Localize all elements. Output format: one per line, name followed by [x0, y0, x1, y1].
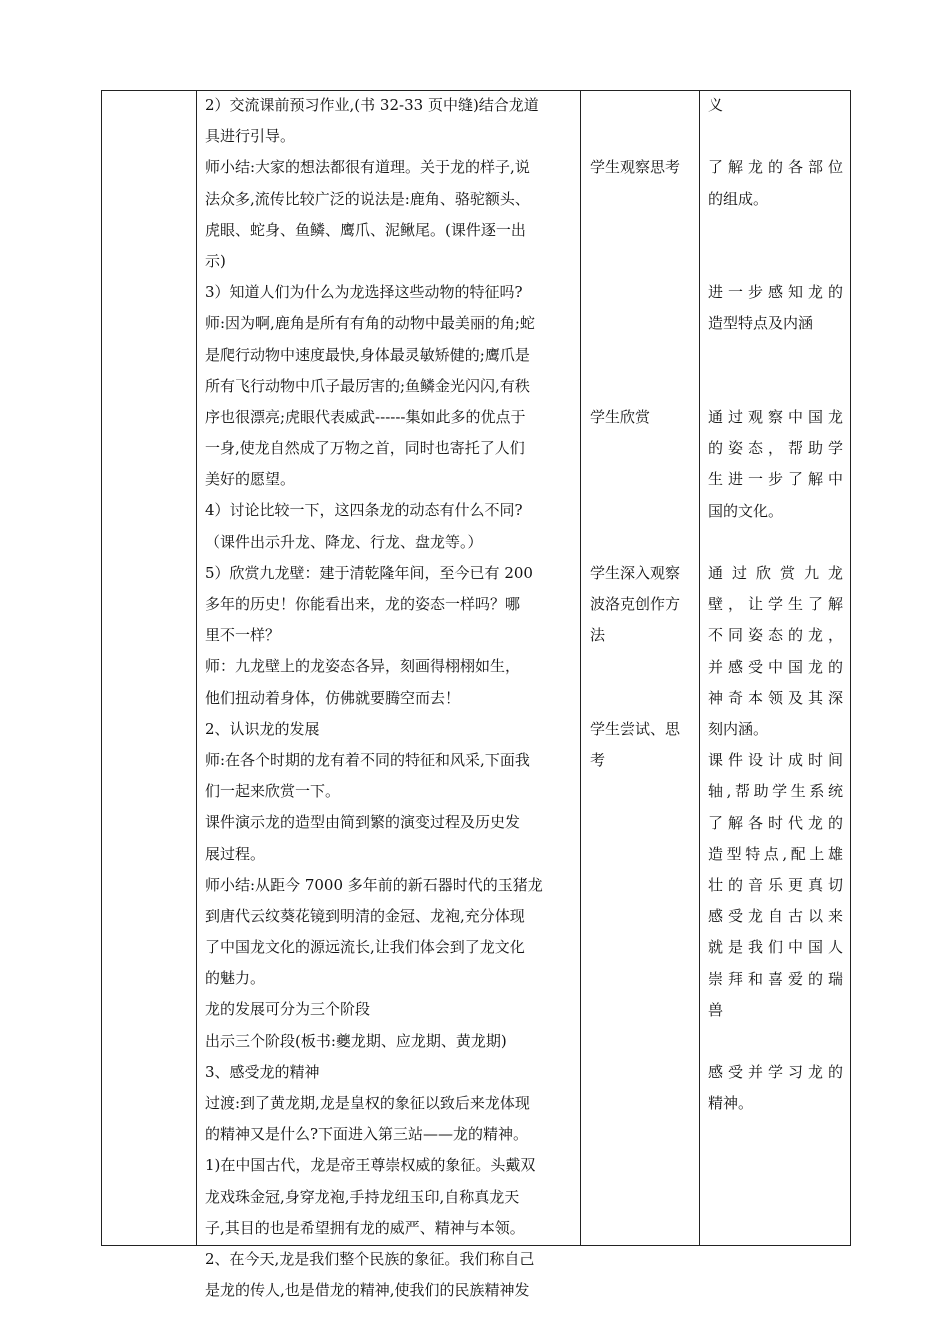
- intent-block: [708, 402, 843, 527]
- table-divider-1: [196, 90, 197, 1246]
- intent-line: 的姿态，帮助学: [708, 439, 843, 458]
- intent-line: 壮的音乐更真切: [708, 875, 843, 894]
- process-line: 示): [205, 251, 226, 270]
- table-divider-2: [580, 90, 581, 1246]
- activity-block: [590, 714, 695, 776]
- intent-line: 了解龙的各部位: [708, 158, 843, 177]
- intent-line: 义: [708, 96, 724, 114]
- activity-block: [590, 152, 695, 183]
- activity-line: 学生深入观察: [590, 564, 681, 582]
- process-line: 展过程。: [205, 844, 266, 863]
- process-line: 到唐代云纹葵花镜到明清的金冠、龙袍,充分体现: [205, 906, 525, 925]
- intent-line: 并感受中国龙的: [708, 657, 843, 676]
- process-line: 了中国龙文化的源远流长,让我们体会到了龙文化: [205, 938, 525, 957]
- process-line: 师：九龙壁上的龙姿态各异，刻画得栩栩如生，: [205, 657, 521, 676]
- intent-line: 不同姿态的龙，: [708, 626, 843, 645]
- intent-line: 造型特点,配上雄: [708, 844, 843, 863]
- intent-line: 通过观察中国龙: [708, 408, 843, 426]
- process-line: 课件演示龙的造型由简到繁的演变过程及历史发: [205, 813, 521, 832]
- intent-block: [708, 745, 843, 1026]
- process-line: 2、认识龙的发展: [205, 719, 320, 738]
- intent-line: 进一步感知龙的: [708, 283, 843, 302]
- intent-line: 崇拜和喜爱的瑞: [708, 969, 843, 988]
- intent-line: 就是我们中国人: [708, 938, 843, 957]
- table-border-left: [101, 90, 102, 1246]
- process-line: 里不一样？: [205, 626, 281, 645]
- process-line: 2、在今天,龙是我们整个民族的象征。我们称自己: [205, 1249, 535, 1268]
- intent-line: 造型特点及内涵: [708, 314, 814, 333]
- intent-line: 国的文化。: [708, 501, 784, 520]
- process-line: 2）交流课前预习作业,(书 32-33 页中缝)结合龙道: [205, 96, 539, 114]
- process-line: 的魅力。: [205, 969, 266, 988]
- intent-line: 生进一步了解中: [708, 470, 843, 489]
- activity-line: 考: [590, 751, 606, 770]
- process-line: 龙的发展可分为三个阶段: [205, 1000, 371, 1019]
- process-line: 出示三个阶段(板书:夔龙期、应龙期、黄龙期): [205, 1031, 507, 1050]
- process-line: 虎眼、蛇身、鱼鳞、鹰爪、泥鳅尾。(课件逐一出: [205, 220, 526, 239]
- intent-block: [708, 152, 843, 214]
- process-line: 师小结:大家的想法都很有道理。关于龙的样子,说: [205, 158, 530, 177]
- intent-block: [708, 558, 843, 745]
- process-line: 龙戏珠金冠,身穿龙袍,手持龙纽玉印,自称真龙天: [205, 1187, 520, 1206]
- intent-line: 的组成。: [708, 189, 769, 208]
- process-line: 3、感受龙的精神: [205, 1062, 320, 1081]
- process-line: 们一起来欣赏一下。: [205, 782, 341, 801]
- process-line: 3）知道人们为什么为龙选择这些动物的特征吗?: [205, 283, 523, 302]
- intent-line: 神奇本领及其深: [708, 688, 843, 707]
- table-border-right: [850, 90, 851, 1246]
- process-line: 师:在各个时期的龙有着不同的特征和风采,下面我: [205, 750, 530, 769]
- process-line: 美好的愿望。: [205, 470, 296, 489]
- process-line: 子,其目的也是希望拥有龙的威严、精神与本领。: [205, 1218, 525, 1237]
- teaching-process-column: [205, 90, 575, 1306]
- intent-line: 兽: [708, 1000, 724, 1019]
- intent-line: 壁，让学生了解: [708, 595, 843, 614]
- process-line: 所有飞行动物中爪子最厉害的;鱼鳞金光闪闪,有秩: [205, 376, 530, 395]
- activity-block: [590, 558, 695, 652]
- process-line: 一身,使龙自然成了万物之首，同时也寄托了人们: [205, 439, 525, 458]
- process-line: 师小结:从距今 7000 多年前的新石器时代的玉猪龙: [205, 875, 543, 894]
- activity-line: 学生观察思考: [590, 158, 681, 177]
- intent-line: 精神。: [708, 1094, 754, 1113]
- process-line: 过渡:到了黄龙期,龙是皇权的象征以致后来龙体现: [205, 1094, 530, 1112]
- process-line: 具进行引导。: [205, 127, 296, 146]
- process-line: 4）讨论比较一下，这四条龙的动态有什么不同?: [205, 501, 523, 520]
- activity-line: 学生欣赏: [590, 408, 651, 426]
- process-line: 是龙的传人,也是借龙的精神,使我们的民族精神发: [205, 1281, 530, 1300]
- intent-block: [708, 277, 843, 339]
- process-line: 5）欣赏九龙壁：建于清乾隆年间，至今已有 200: [205, 563, 533, 582]
- process-line: （课件出示升龙、降龙、行龙、盘龙等。）: [205, 532, 483, 551]
- process-line: 法众多,流传比较广泛的说法是:鹿角、骆驼额头、: [205, 189, 530, 208]
- intent-line: 感受龙自古以来: [708, 907, 843, 926]
- intent-block: [708, 1057, 843, 1119]
- activity-line: 学生尝试、思: [590, 720, 681, 738]
- process-line: 他们扭动着身体，仿佛就要腾空而去！: [205, 688, 461, 707]
- table-divider-3: [699, 90, 700, 1246]
- process-line: 多年的历史！你能看出来，龙的姿态一样吗？哪: [205, 595, 521, 613]
- process-line: 1)在中国古代，龙是帝王尊崇权威的象征。头戴双: [205, 1156, 536, 1175]
- process-line: 的精神又是什么?下面进入第三站——龙的精神。: [205, 1125, 529, 1144]
- intent-line: 课件设计成时间: [708, 751, 843, 770]
- process-line: 序也很漂亮;虎眼代表威武------集如此多的优点于: [205, 407, 526, 426]
- intent-line: 轴,帮助学生系统: [708, 782, 843, 801]
- process-line: 师:因为啊,鹿角是所有有角的动物中最美丽的角;蛇: [205, 314, 535, 333]
- intent-line: 通过欣赏九龙: [708, 564, 843, 582]
- intent-line: 感受并学习龙的: [708, 1063, 843, 1082]
- process-line: 是爬行动物中速度最快,身体最灵敏矫健的;鹰爪是: [205, 345, 530, 364]
- intent-line: 了解各时代龙的: [708, 813, 843, 832]
- activity-block: [590, 402, 695, 433]
- activity-line: 波洛克创作方: [590, 595, 681, 614]
- intent-block: [708, 90, 843, 121]
- intent-line: 刻内涵。: [708, 719, 769, 738]
- activity-line: 法: [590, 626, 606, 645]
